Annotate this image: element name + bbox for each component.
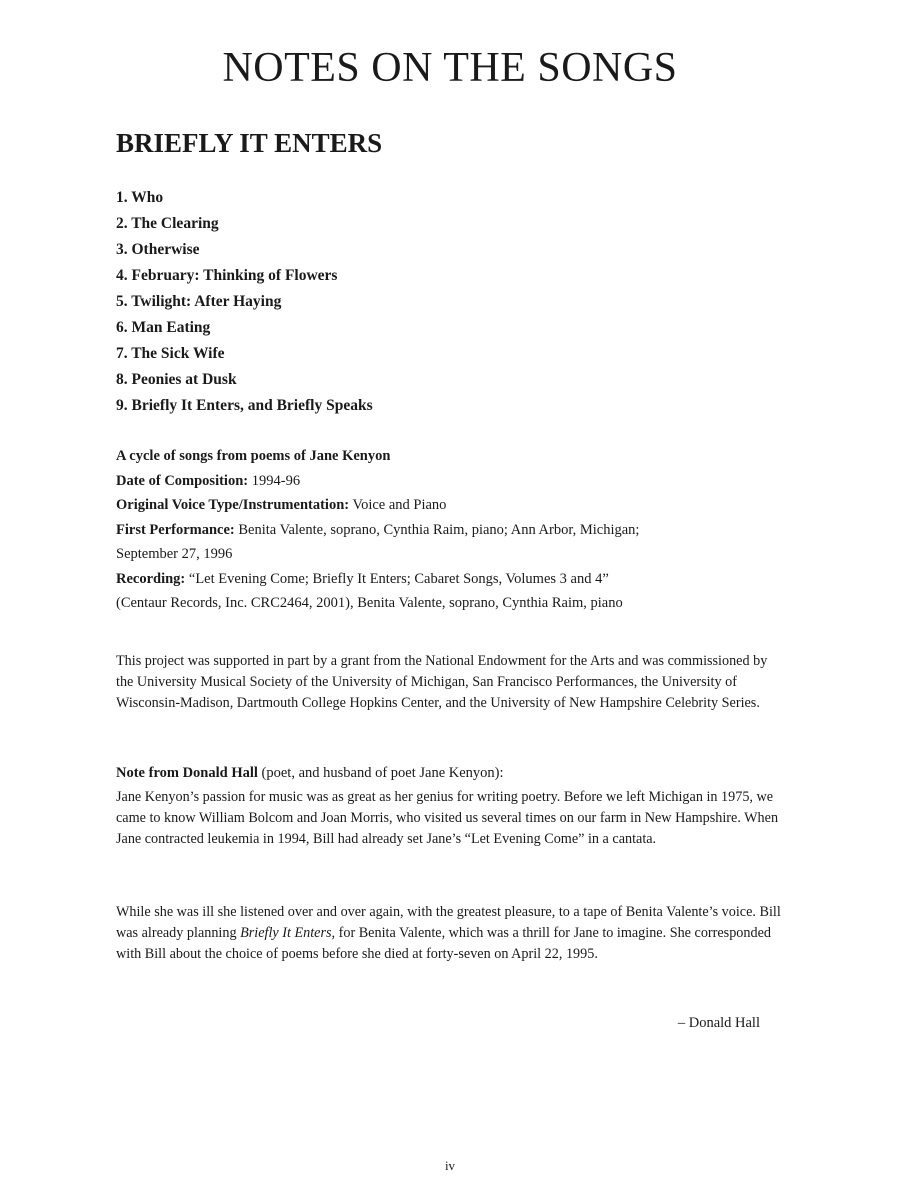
composition-details (116, 444, 786, 616)
voice-type (116, 493, 786, 518)
work-title: Briefly It Enters (240, 925, 332, 941)
song-list-item: 1. Who (116, 189, 164, 206)
note-heading-suffix: (poet, and husband of poet Jane Kenyon): (257, 765, 504, 781)
grant-paragraph: This project was supported in part by a grant from the National Endowment for the Arts and was commissioned by the University Musical Society of the University of Michigan, San Francisco Performances, the University of Wisconsin-Madison, Dartmouth College Hopkins Center, and the University of New Hampshire Celebrity Series. (116, 653, 768, 711)
recording (116, 567, 786, 592)
song-list-item: 4. February: Thinking of Flowers (116, 267, 338, 284)
first-performance-value: Benita Valente, soprano, Cynthia Raim, piano; Ann Arbor, Michigan; (238, 521, 640, 538)
date-value: 1994-96 (251, 472, 301, 489)
note-paragraph-text: , for Benita Valente, which was a thrill for Jane to imagine. She corresponded with Bill about the choice of poems before she died at forty-seven on April 22, 1995. (116, 925, 771, 962)
page-number: iv (444, 1158, 456, 1173)
signature: – Donald Hall (677, 1015, 760, 1031)
first-performance-date: September 27, 1996 (116, 546, 233, 562)
song-list-item: 5. Twilight: After Haying (116, 293, 282, 310)
cycle-description: A cycle of songs from poems of Jane Kenyon (116, 448, 391, 464)
first-performance (116, 518, 786, 543)
note-paragraph (116, 902, 786, 965)
page-title: NOTES ON THE SONGS (222, 45, 678, 91)
song-list-item: 7. The Sick Wife (116, 345, 225, 362)
recording-details: (Centaur Records, Inc. CRC2464, 2001), Benita Valente, soprano, Cynthia Raim, piano (116, 595, 623, 611)
recording-value: “Let Evening Come; Briefly It Enters; Cabaret Songs, Volumes 3 and 4” (188, 570, 609, 587)
song-list-item: 3. Otherwise (116, 241, 200, 258)
recording-label: Recording: (116, 570, 186, 587)
date-label: Date of Composition: (116, 472, 249, 489)
song-list (116, 185, 373, 419)
date-of-composition (116, 469, 786, 494)
note-paragraph-text: While she was ill she listened over and over again, with the greatest pleasure, to a tape of Benita Valente’s voice. Bill was already planning (116, 904, 781, 941)
first-performance-label: First Performance: (116, 521, 235, 538)
note-heading (116, 763, 786, 784)
section-title: BRIEFLY IT ENTERS (116, 128, 383, 158)
voice-label: Original Voice Type/Instrumentation: (116, 497, 350, 513)
song-list-item: 6. Man Eating (116, 319, 211, 336)
song-list-item: 9. Briefly It Enters, and Briefly Speaks (116, 397, 373, 414)
note-heading-label: Note from Donald Hall (116, 765, 258, 781)
note-paragraph: Jane Kenyon’s passion for music was as great as her genius for writing poetry. Before we left Michigan in 1975, we came to know William Bolcom and Joan Morris, who visited us several times on our farm in New Hampshire. When Jane contracted leukemia in 1994, Bill had already set Jane’s “Let Evening Come” in a cantata. (116, 789, 779, 847)
song-list-item: 8. Peonies at Dusk (116, 371, 237, 388)
voice-value: Voice and Piano (352, 497, 447, 513)
song-list-item: 2. The Clearing (116, 215, 219, 232)
